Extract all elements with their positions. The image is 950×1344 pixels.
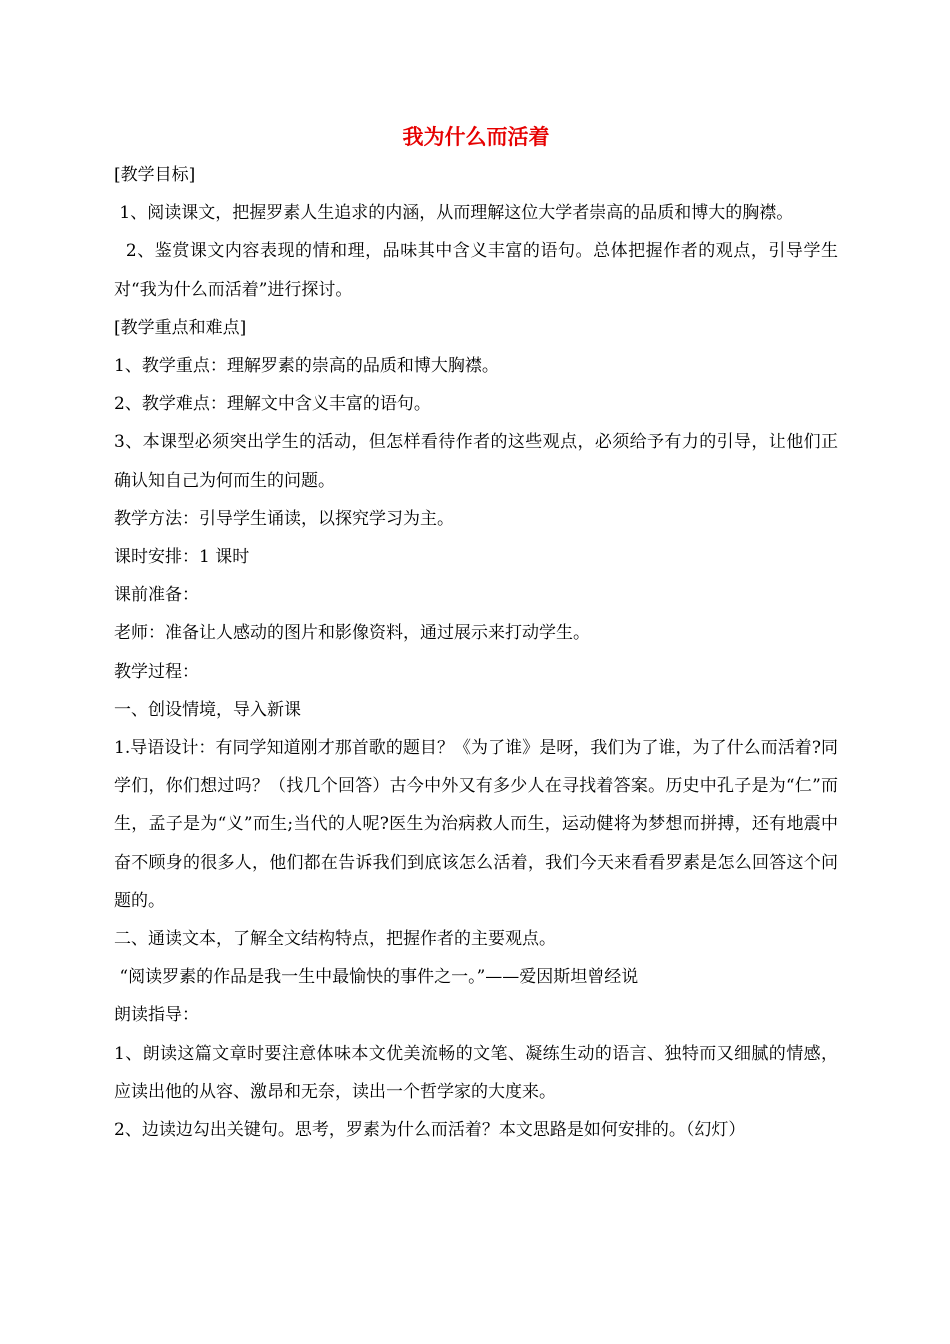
preparation-heading: 课前准备： [114,585,199,606]
preparation-teacher: 老师：准备让人感动的图片和影像资料，通过展示来打动学生。 [114,623,590,644]
key-point-2: 2、教学难点：理解文中含义丰富的语句。 [114,394,431,415]
step-1-text: 1.导语设计：有同学知道刚才那首歌的题目？《为了谁》是呀，我们为了谁，为了什么而活着?同学们，你们想过吗？（找几个回答）古今中外又有多少人在寻找着答案。历史中孔子是为“仁”而生，孟子是为“义”而生;当代的人呢?医生为治病救人而生，运动健将为梦想而拼搏，还有地震中奋不顾身的很多人，他们都在告诉我们到底该怎么活着，我们今天来看看罗素是怎么回答这个问题的。 [114,738,838,911]
teaching-method: 教学方法：引导学生诵读，以探究学习为主。 [114,508,454,529]
key-point-1: 1、教学重点：理解罗素的崇高的品质和博大胸襟。 [114,356,499,377]
reading-guidance-heading: 朗读指导： [114,1005,199,1026]
document-title: 我为什么而活着 [402,124,550,149]
reading-guidance-2: 2、边读边勾出关键句。思考，罗素为什么而活着？本文思路是如何安排的。（幻灯） [114,1120,746,1141]
step-2-heading: 二、通读文本，了解全文结构特点，把握作者的主要观点。 [114,929,556,950]
key-point-3: 3、本课型必须突出学生的活动，但怎样看待作者的这些观点，必须给予有力的引导，让他们正确认知自己为何而生的问题。 [114,432,838,491]
class-schedule: 课时安排：1 课时 [114,547,250,568]
step-1-heading: 一、创设情境，导入新课 [114,699,301,720]
heading-teaching-goals: [教学目标] [114,165,196,185]
document-page [114,118,838,1149]
process-heading: 教学过程： [114,661,199,682]
einstein-quote: “阅读罗素的作品是我一生中最愉快的事件之一。”——爱因斯坦曾经说 [114,967,639,988]
reading-guidance-1: 1、朗读这篇文章时要注意体味本文优美流畅的文笔、凝练生动的语言、独特而又细腻的情感，应读出他的从容、激昂和无奈，读出一个哲学家的大度来。 [114,1043,838,1102]
heading-key-points: [教学重点和难点] [114,317,247,338]
goal-2: 2、鉴赏课文内容表现的情和理，品味其中含义丰富的语句。总体把握作者的观点，引导学生对“我为什么而活着”进行探讨。 [114,241,838,300]
goal-1: 1、阅读课文，把握罗素人生追求的内涵，从而理解这位大学者崇高的品质和博大的胸襟。 [114,203,794,224]
